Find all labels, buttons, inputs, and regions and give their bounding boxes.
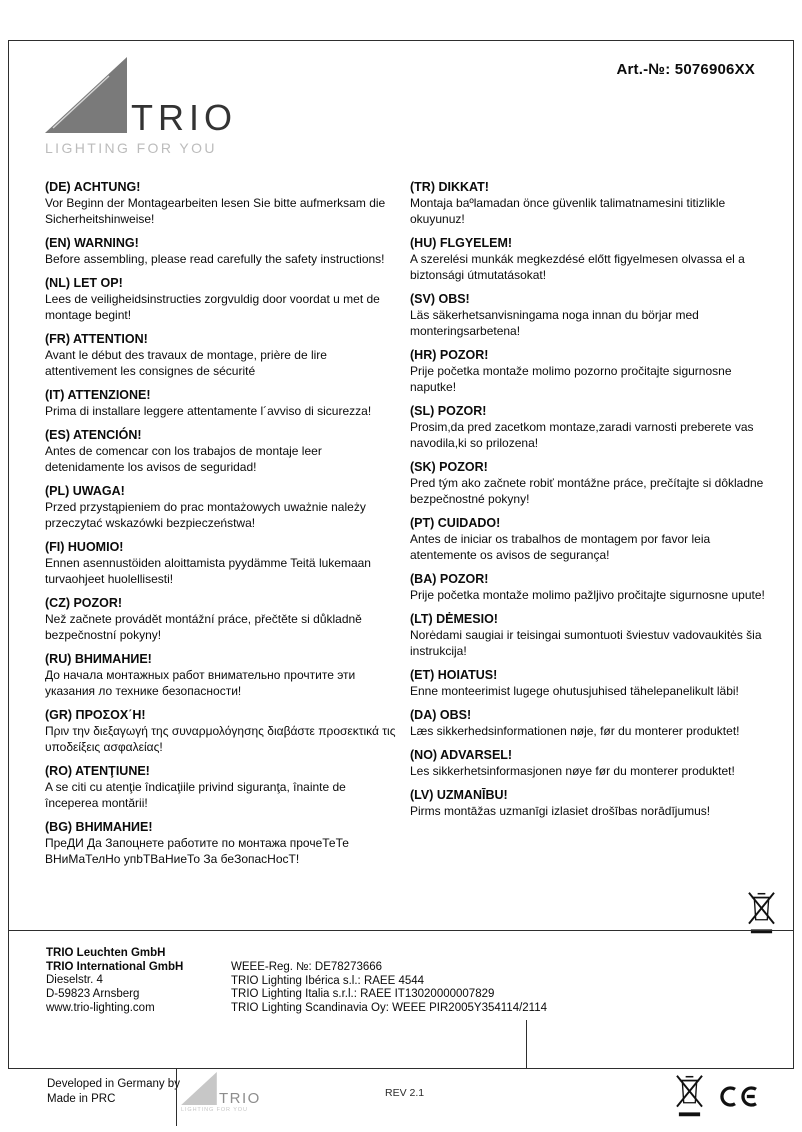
warning-title: (GR) ΠΡΟΣΟΧ΄Η! (45, 708, 146, 722)
warning-title: (PT) CUIDADO! (410, 516, 501, 530)
warning-body: Antes de comencar con los trabajos de montaje leer detenidamente los avisos de seguridad! (45, 444, 322, 474)
warning-body: Læs sikkerhedsinformationen nøje, før du monterer produktet! (410, 724, 740, 738)
warning-body: Norėdami saugiai ir teisingai sumontuoti šviestuv vadovaukitės šia instrukcija! (410, 628, 762, 658)
warning-body: Pirms montāžas uzmanīgi izlasiet drošības norādījumus! (410, 804, 711, 818)
warning-block (410, 235, 765, 283)
warning-block (410, 347, 765, 395)
company-name: TRIO International GmbH (46, 960, 184, 973)
warning-body: Enne monteerimist lugege ohutusjuhised tähelepanelikult läbi! (410, 684, 739, 698)
warning-block (410, 787, 765, 819)
warning-title: (CZ) POZOR! (45, 596, 123, 610)
warning-block (410, 515, 765, 563)
company-address-line: D-59823 Arnsberg (46, 988, 140, 1001)
warning-block (45, 483, 400, 531)
warning-body: A szerelési munkák megkezdésé előtt figyelmesen olvassa el a biztonsági útmutatásokat! (410, 252, 745, 282)
trio-logo-row (45, 57, 237, 139)
origin-line-1: Developed in Germany by (47, 1078, 180, 1090)
warning-block (410, 571, 765, 603)
warning-body: Prije početka montaže molimo pozorno pročitajte sigurnosne naputke! (410, 364, 732, 394)
ce-marking-icon (716, 1082, 758, 1111)
warning-body: Before assembling, please read carefully the safety instructions! (45, 252, 385, 266)
registration-line: TRIO Lighting Ibérica s.l.: RAEE 4544 (231, 974, 425, 987)
warning-block (45, 651, 400, 699)
warning-title: (RO) ATENŢIUNE! (45, 764, 150, 778)
warning-block (45, 275, 400, 323)
warning-block (45, 179, 400, 227)
warning-body: Antes de iniciar os trabalhos de montagem por favor leia atentemente os avisos de segurança! (410, 532, 711, 562)
warning-title: (HR) POZOR! (410, 348, 489, 362)
warning-title: (ES) ATENCIÓN! (45, 428, 142, 442)
warning-title: (SL) POZOR! (410, 404, 487, 418)
trio-tagline-small: LIGHTING FOR YOU (181, 1107, 248, 1113)
warning-title: (RU) ВНИМАНИЕ! (45, 652, 152, 666)
trio-wordmark: TRIO (131, 97, 237, 139)
registration-line: TRIO Lighting Italia s.r.l.: RAEE IT13020000007829 (231, 988, 495, 1001)
warning-title: (TR) DIKKAT! (410, 180, 489, 194)
company-address-lines (46, 974, 183, 1015)
trio-triangle-icon (181, 1072, 217, 1105)
warnings-column-right (410, 179, 765, 875)
warning-title: (PL) UWAGA! (45, 484, 125, 498)
warning-body: Lees de veiligheidsinstructies zorgvuldig door voordat u met de montage begint! (45, 292, 380, 322)
warning-body: Prije početka montaže molimo pažljivo pročitajte sigurnosne upute! (410, 588, 765, 602)
warning-title: (FI) HUOMIO! (45, 540, 124, 554)
warning-title: (EN) WARNING! (45, 236, 139, 250)
warning-block (410, 747, 765, 779)
company-address-block (46, 947, 183, 1016)
warning-body: Przed przystąpieniem do prac montażowych uważnie należy przeczytać wskazówki bezpieczeństwa! (45, 500, 366, 530)
registration-divider (526, 1020, 527, 1069)
warning-body: Prima di installare leggere attentamente l´avviso di sicurezza! (45, 404, 372, 418)
warning-title: (BA) POZOR! (410, 572, 489, 586)
warning-body: До начала монтажных работ внимательно прочтите эти указания ло технике безопасности! (45, 668, 356, 698)
warning-block (45, 595, 400, 643)
warning-title: (SV) OBS! (410, 292, 470, 306)
warning-title: (BG) ВНИМАНИЕ! (45, 820, 153, 834)
warning-block (410, 707, 765, 739)
warning-block (45, 763, 400, 811)
warning-body: Les sikkerhetsinformasjonen nøye før du monterer produktet! (410, 764, 735, 778)
warning-title: (DE) ACHTUNG! (45, 180, 141, 194)
origin-line-2: Made in PRC (47, 1093, 116, 1105)
revision-label: REV 2.1 (385, 1087, 425, 1099)
warning-block (45, 707, 400, 755)
warning-title: (FR) ATTENTION! (45, 332, 148, 346)
warning-title: (ET) HOIATUS! (410, 668, 498, 682)
company-registrations (231, 961, 547, 1016)
warning-title: (NO) ADVARSEL! (410, 748, 513, 762)
warning-title: (NL) LET OP! (45, 276, 123, 290)
trio-logo (45, 57, 237, 156)
warning-title: (IT) ATTENZIONE! (45, 388, 151, 402)
warning-block (410, 403, 765, 451)
warning-block (45, 235, 400, 267)
warning-body: A se citi cu atenţie îndicaţiile privind siguranţa, înainte de începerea montării! (45, 780, 346, 810)
footer-rule (8, 930, 794, 931)
trio-logo-small (181, 1072, 261, 1113)
trio-tagline: LIGHTING FOR YOU (45, 140, 217, 156)
warnings-column-left (45, 179, 400, 875)
warning-body: Vor Beginn der Montagearbeiten lesen Sie bitte aufmerksam die Sicherheitshinweise! (45, 196, 386, 226)
company-names (46, 947, 183, 974)
warning-block (45, 387, 400, 419)
warning-block (410, 179, 765, 227)
warning-title: (DA) OBS! (410, 708, 472, 722)
warning-block (410, 459, 765, 507)
warning-body: Prosim,da pred zacetkom montaze,zaradi varnosti preberete vas navodila,ki so prilozena! (410, 420, 754, 450)
warning-body: Läs säkerhetsanvisningama noga innan du börjar med monteringsarbetena! (410, 308, 699, 338)
warning-body: ПреДИ Да Запоцнете работите по монтажа прочеТеТе ВНиМаТелНо упbТВаНиеТо За беЗопасНосТ! (45, 836, 349, 866)
warning-title: (LT) DĖMESIO! (410, 612, 498, 626)
trio-triangle-icon (45, 57, 127, 133)
company-address-line: www.trio-lighting.com (46, 1001, 155, 1014)
origin-note (47, 1077, 180, 1107)
footer-divider (176, 1069, 177, 1126)
warning-block (45, 539, 400, 587)
article-number: Art.-№: 5076906XX (616, 61, 755, 78)
trio-wordmark-small: TRIO (219, 1089, 261, 1107)
warning-title: (HU) FLGYELEM! (410, 236, 513, 250)
warning-body: Πριν την διεξαγωγή της συναρμολόγησης διαβάστε προσεκτικά τις υποδείξεις ασφαλείας! (45, 724, 396, 754)
registration-line: WEEE-Reg. №: DE78273666 (231, 961, 383, 973)
warning-block (45, 819, 400, 867)
company-name: TRIO Leuchten GmbH (46, 947, 166, 959)
trio-logo-small-row (181, 1072, 261, 1105)
company-address-line: Dieselstr. 4 (46, 974, 103, 987)
warning-body: Pred tým ako začnete robiť montážne práce, prečítajte si dôkladne bezpečnostné pokyny! (410, 476, 764, 506)
warning-block (410, 667, 765, 699)
warning-block (45, 427, 400, 475)
warning-block (410, 291, 765, 339)
warning-body: Montaja baºlamadan önce güvenlik talimatnamesini titizlikle okuyunuz! (410, 196, 726, 226)
weee-crossed-bin-icon (676, 1072, 703, 1120)
warning-block (410, 611, 765, 659)
warning-body: Avant le début des travaux de montage, prière de lire attentivement les consignes de sécurité (45, 348, 327, 378)
warning-title: (SK) POZOR! (410, 460, 488, 474)
warning-block (45, 331, 400, 379)
warnings-columns (45, 179, 765, 875)
registration-line: TRIO Lighting Scandinavia Oy: WEEE PIR2005Y354114/2114 (231, 1002, 548, 1015)
warning-body: Než začnete provádět montážní práce, přečtěte si důkladně bezpečnostní pokyny! (45, 612, 362, 642)
warning-body: Ennen asennustöiden aloittamista pyydämme Teitä lukemaan turvaohjeet huolellisesti! (45, 556, 371, 586)
warning-title: (LV) UZMANĪBU! (410, 788, 508, 802)
